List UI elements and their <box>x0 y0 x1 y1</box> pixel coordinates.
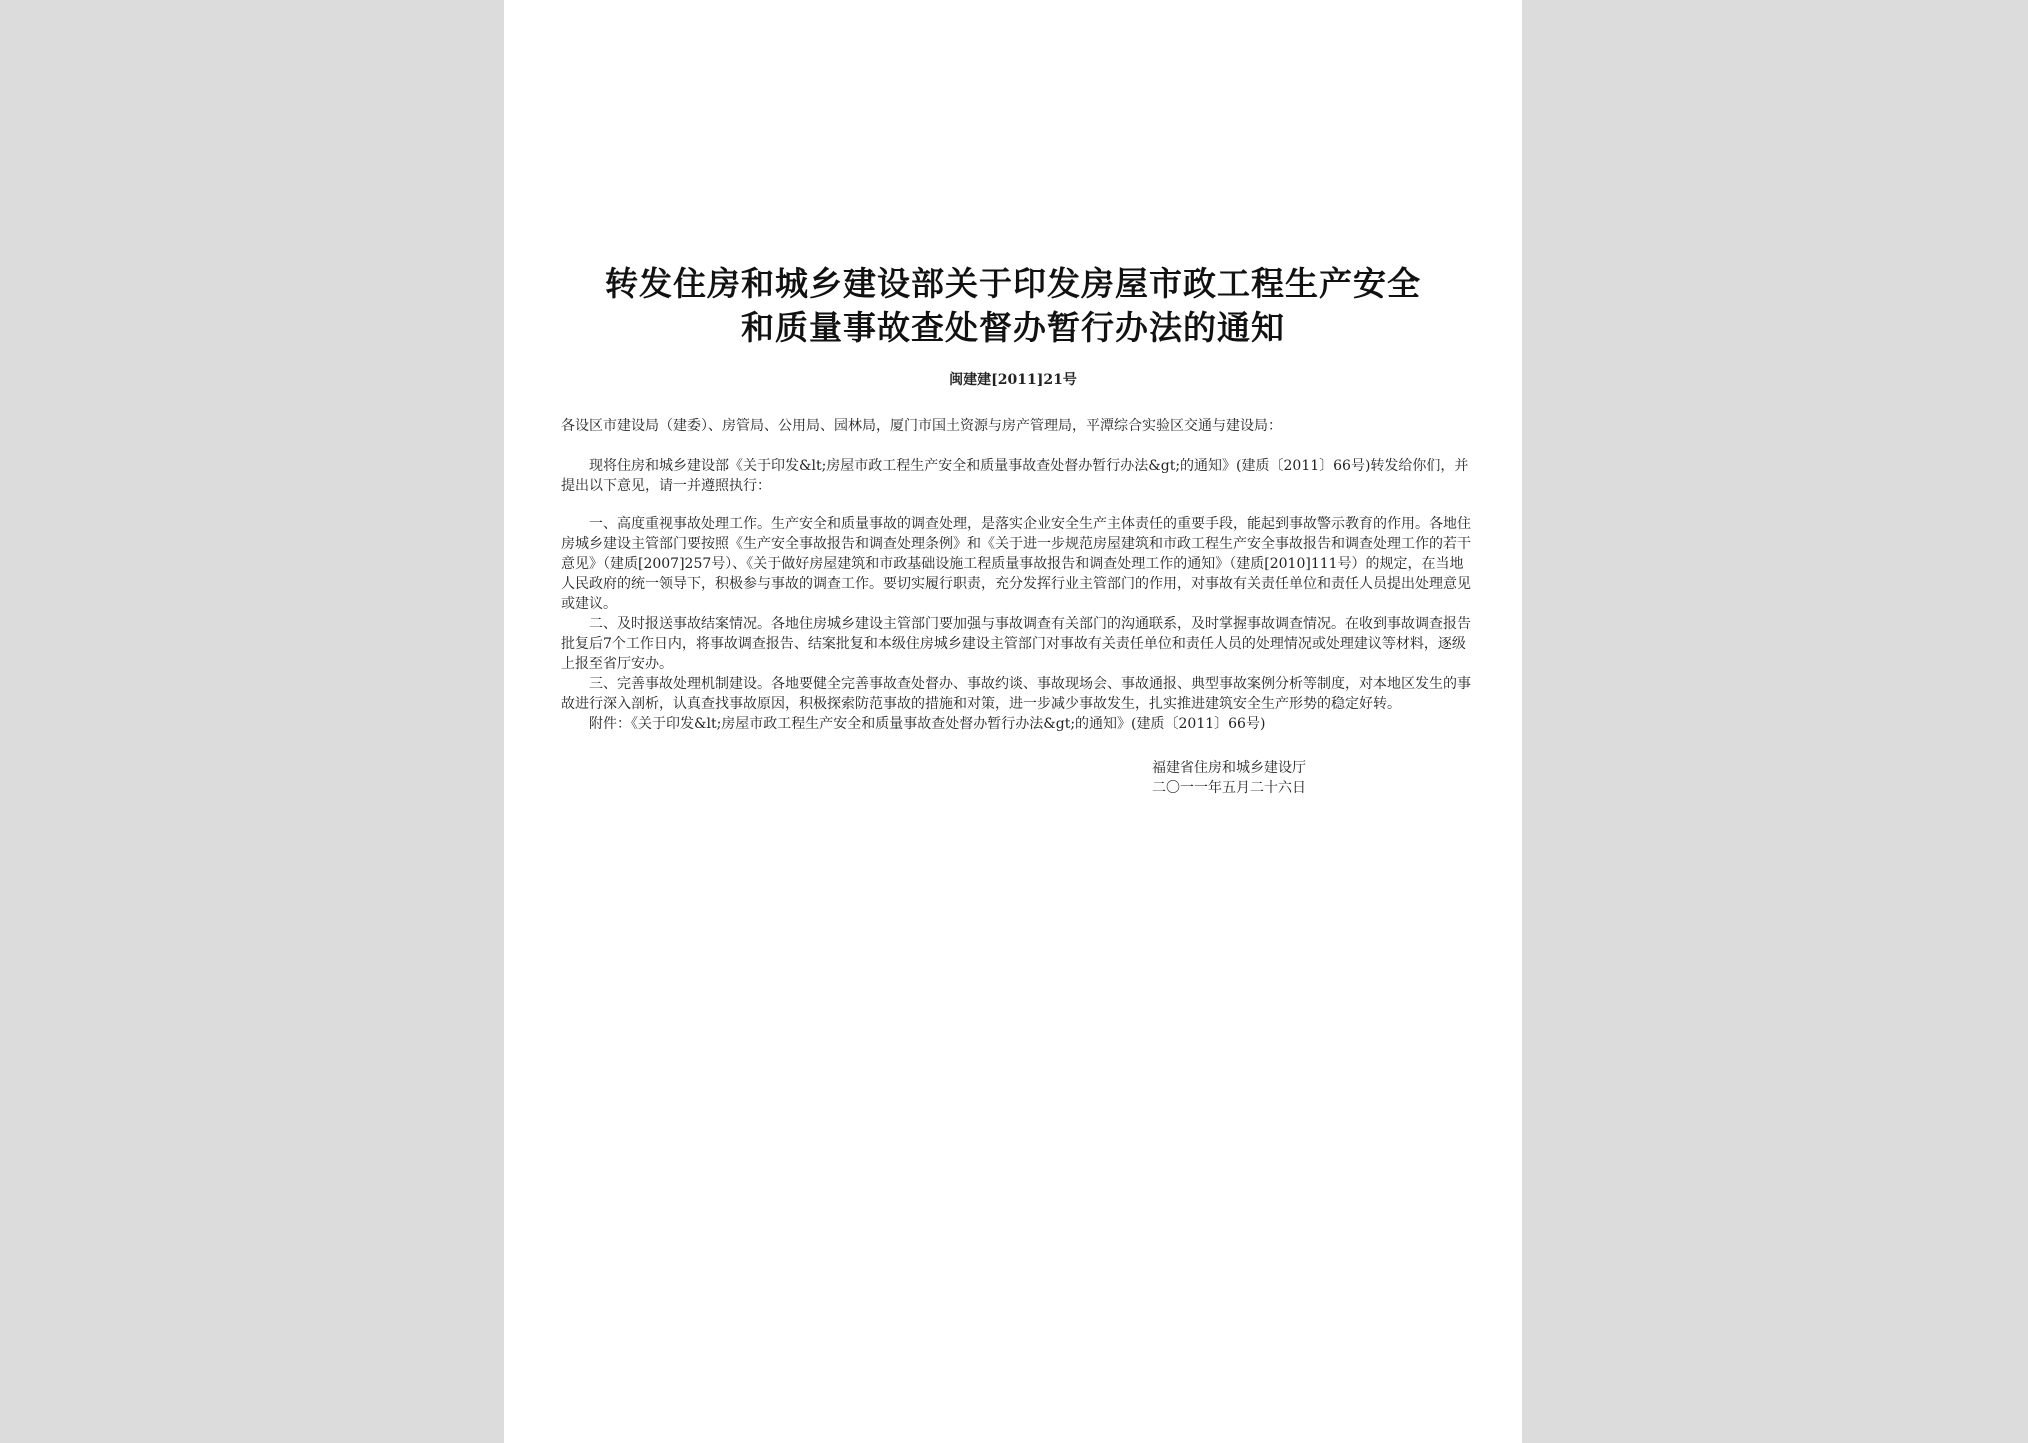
title-line-2: 和质量事故查处督办暂行办法的通知 <box>741 308 1285 347</box>
item-2-paragraph: 二、及时报送事故结案情况。各地住房城乡建设主管部门要加强与事故调查有关部门的沟通联系，及时掌握事故调查情况。在收到事故调查报告批复后7个工作日内，将事故调查报告、结案批复和本级住房城乡建设主管部门对事故有关责任单位和责任人员的处理情况或处理建议等材料，逐级上报至省厅安办。 <box>561 616 1471 672</box>
item-3-paragraph: 三、完善事故处理机制建设。各地要健全完善事故查处督办、事故约谈、事故现场会、事故通报、典型事故案例分析等制度，对本地区发生的事故进行深入剖析，认真查找事故原因，积极探索防范事故的措施和对策，进一步减少事故发生，扎实推进建筑安全生产形势的稳定好转。 <box>561 676 1471 712</box>
item-1-paragraph: 一、高度重视事故处理工作。生产安全和质量事故的调查处理，是落实企业安全生产主体责任的重要手段，能起到事故警示教育的作用。各地住房城乡建设主管部门要按照《生产安全事故报告和调查处理条例》和《关于进一步规范房屋建筑和市政工程生产安全事故报告和调查处理工作的若干意见》（建质[2007]257号）、《关于做好房屋建筑和市政基础设施工程质量事故报告和调查处理工作的通知》（建质[2010]111号）的规定，在当地人民政府的统一领导下，积极参与事故的调查工作。要切实履行职责，充分发挥行业主管部门的作用，对事故有关责任单位和责任人员提出处理意见或建议。 <box>561 516 1471 612</box>
document-page <box>504 0 1522 1443</box>
attachment-line: 附件：《关于印发&lt;房屋市政工程生产安全和质量事故查处督办暂行办法&gt;的通知》(建质〔2011〕66号) <box>589 716 1266 732</box>
issuer: 福建省住房和城乡建设厅 <box>1152 760 1306 776</box>
page-title <box>544 262 1482 350</box>
issue-date: 二〇一一年五月二十六日 <box>1152 780 1306 796</box>
intro-paragraph: 现将住房和城乡建设部《关于印发&lt;房屋市政工程生产安全和质量事故查处督办暂行办法&gt;的通知》(建质〔2011〕66号)转发给你们，并提出以下意见，请一并遵照执行： <box>561 458 1469 494</box>
signature-block <box>1152 758 1306 798</box>
document-number: 闽建建[2011]21号 <box>949 372 1077 388</box>
addressee: 各设区市建设局（建委）、房管局、公用局、园林局，厦门市国土资源与房产管理局，平潭综合实验区交通与建设局： <box>561 418 1282 434</box>
document-body <box>561 416 1471 734</box>
title-line-1: 转发住房和城乡建设部关于印发房屋市政工程生产安全 <box>605 264 1421 303</box>
